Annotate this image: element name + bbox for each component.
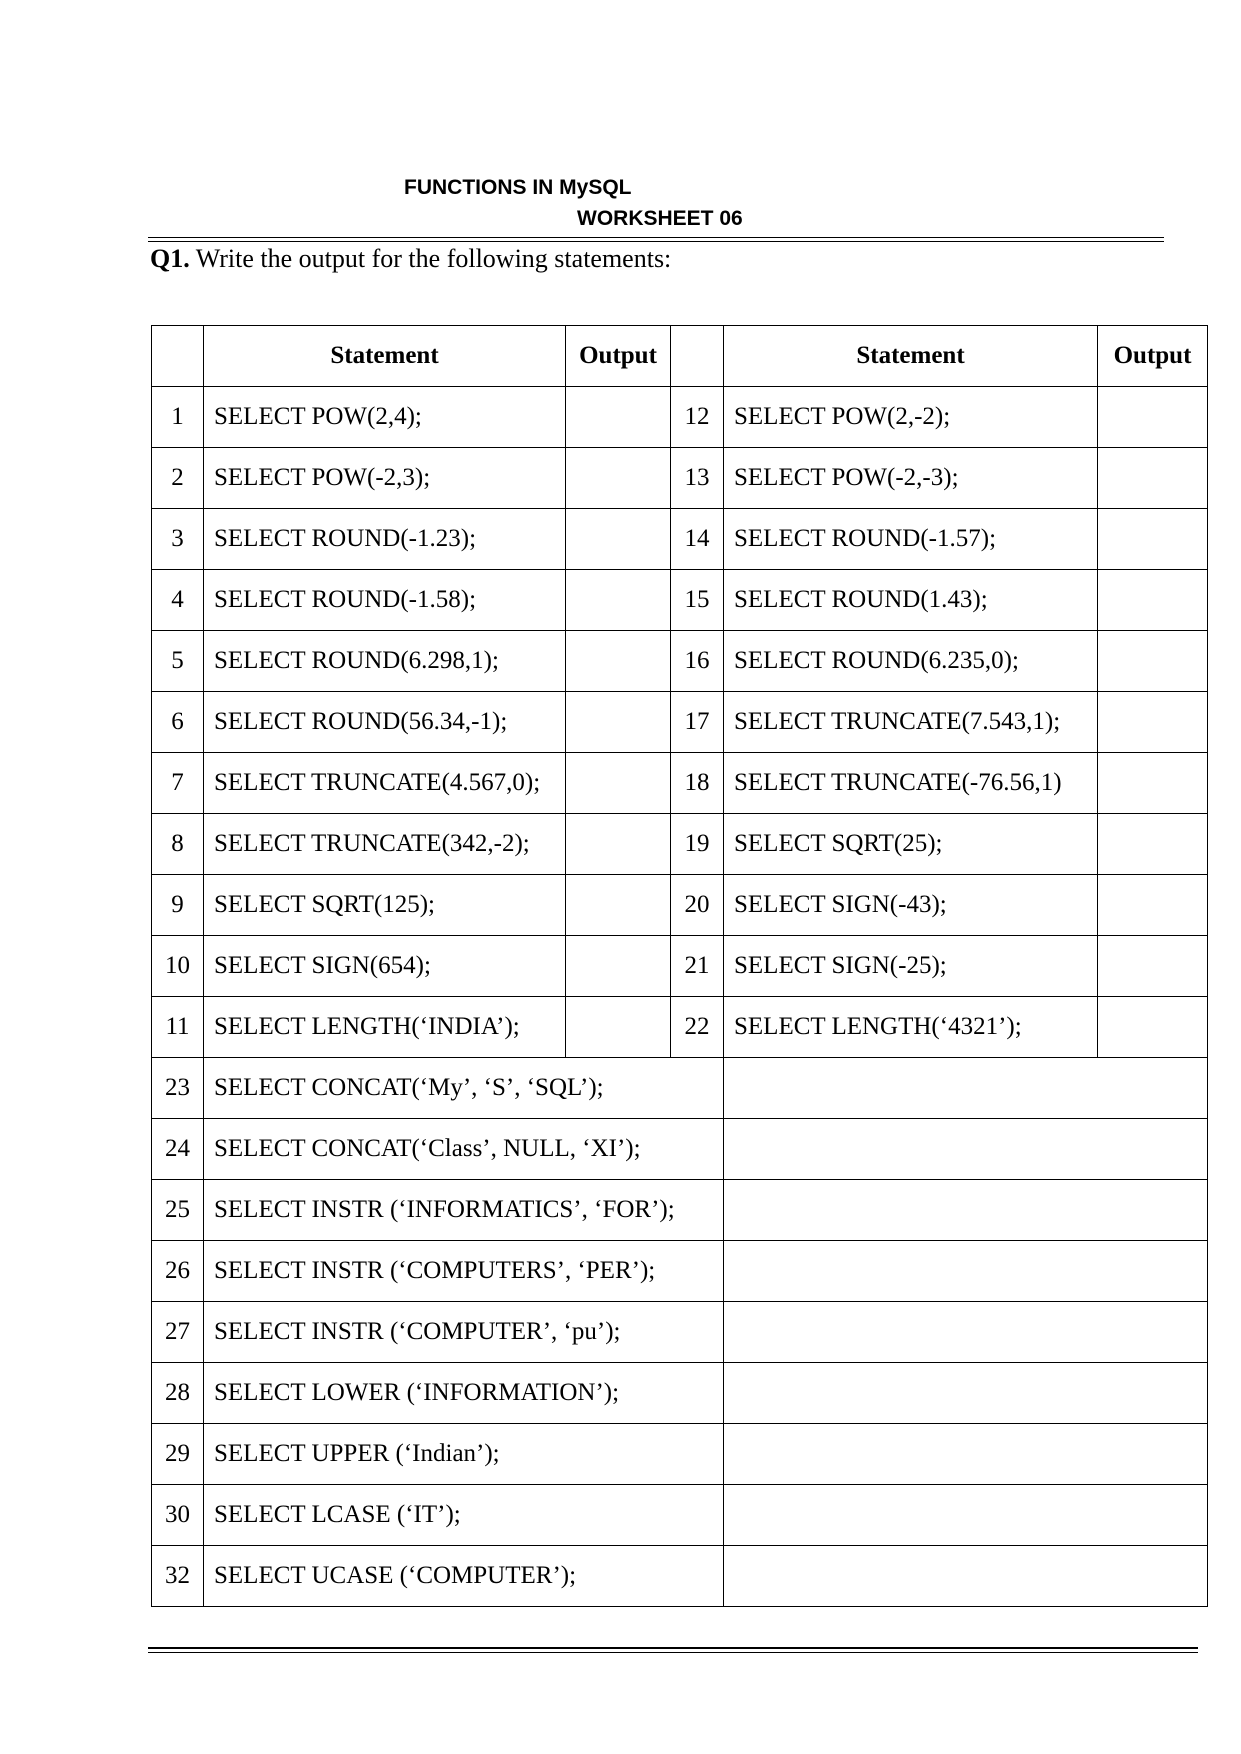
worksheet-title: WORKSHEET 06 [577, 207, 743, 230]
table-row [152, 1180, 1208, 1241]
statement-cell: SELECT INSTR (‘INFORMATICS’, ‘FOR’); [204, 1180, 724, 1241]
output-cell[interactable] [566, 631, 671, 692]
statement-cell: SELECT SQRT(125); [204, 875, 566, 936]
output-cell[interactable] [1098, 692, 1208, 753]
header-output: Output [1098, 326, 1208, 387]
row-number: 28 [152, 1363, 204, 1424]
row-number: 22 [671, 997, 724, 1058]
row-number: 1 [152, 387, 204, 448]
statement-cell: SELECT SIGN(-25); [724, 936, 1098, 997]
row-number: 13 [671, 448, 724, 509]
statement-cell: SELECT UCASE (‘COMPUTER’); [204, 1546, 724, 1607]
table-row [152, 1241, 1208, 1302]
output-cell[interactable] [1098, 448, 1208, 509]
table-row [152, 570, 1208, 631]
output-cell[interactable] [566, 387, 671, 448]
output-cell[interactable] [1098, 997, 1208, 1058]
table-row [152, 509, 1208, 570]
table-header-row [152, 326, 1208, 387]
statement-cell: SELECT POW(-2,3); [204, 448, 566, 509]
row-number: 4 [152, 570, 204, 631]
row-number: 16 [671, 631, 724, 692]
output-cell[interactable] [724, 1424, 1208, 1485]
table-row [152, 1302, 1208, 1363]
table-row [152, 814, 1208, 875]
table-row [152, 1363, 1208, 1424]
page-title: FUNCTIONS IN MySQL [404, 176, 632, 199]
header-statement: Statement [724, 326, 1098, 387]
output-cell[interactable] [724, 1119, 1208, 1180]
row-number: 32 [152, 1546, 204, 1607]
footer-rule [148, 1647, 1198, 1649]
header-rule [148, 241, 1164, 242]
statement-cell: SELECT ROUND(-1.57); [724, 509, 1098, 570]
question-text [150, 244, 671, 274]
statement-cell: SELECT POW(-2,-3); [724, 448, 1098, 509]
output-cell[interactable] [566, 997, 671, 1058]
statement-cell: SELECT INSTR (‘COMPUTER’, ‘pu’); [204, 1302, 724, 1363]
header-rule [148, 237, 1164, 238]
statement-cell: SELECT TRUNCATE(-76.56,1) [724, 753, 1098, 814]
output-cell[interactable] [1098, 936, 1208, 997]
output-cell[interactable] [566, 509, 671, 570]
row-number: 17 [671, 692, 724, 753]
row-number: 18 [671, 753, 724, 814]
table-row [152, 1058, 1208, 1119]
row-number: 29 [152, 1424, 204, 1485]
table-row [152, 1424, 1208, 1485]
statement-cell: SELECT CONCAT(‘Class’, NULL, ‘XI’); [204, 1119, 724, 1180]
output-cell[interactable] [566, 692, 671, 753]
row-number: 19 [671, 814, 724, 875]
output-cell[interactable] [566, 814, 671, 875]
row-number: 23 [152, 1058, 204, 1119]
output-cell[interactable] [1098, 570, 1208, 631]
table-row [152, 448, 1208, 509]
row-number: 7 [152, 753, 204, 814]
table-row [152, 1119, 1208, 1180]
statement-cell: SELECT SIGN(654); [204, 936, 566, 997]
footer-rule [148, 1652, 1198, 1653]
statement-cell: SELECT CONCAT(‘My’, ‘S’, ‘SQL’); [204, 1058, 724, 1119]
statement-cell: SELECT SIGN(-43); [724, 875, 1098, 936]
row-number: 14 [671, 509, 724, 570]
statement-cell: SELECT LCASE (‘IT’); [204, 1485, 724, 1546]
statement-cell: SELECT TRUNCATE(7.543,1); [724, 692, 1098, 753]
output-cell[interactable] [724, 1058, 1208, 1119]
row-number: 8 [152, 814, 204, 875]
statement-cell: SELECT ROUND(6.298,1); [204, 631, 566, 692]
statement-cell: SELECT LENGTH(‘INDIA’); [204, 997, 566, 1058]
statement-cell: SELECT ROUND(56.34,-1); [204, 692, 566, 753]
output-cell[interactable] [566, 875, 671, 936]
table-row [152, 1485, 1208, 1546]
statement-cell: SELECT ROUND(-1.23); [204, 509, 566, 570]
row-number: 5 [152, 631, 204, 692]
statement-cell: SELECT ROUND(-1.58); [204, 570, 566, 631]
output-cell[interactable] [566, 936, 671, 997]
row-number: 10 [152, 936, 204, 997]
table-row [152, 936, 1208, 997]
statement-cell: SELECT UPPER (‘Indian’); [204, 1424, 724, 1485]
statement-cell: SELECT LENGTH(‘4321’); [724, 997, 1098, 1058]
row-number: 21 [671, 936, 724, 997]
header-num-cell [152, 326, 204, 387]
table-row [152, 387, 1208, 448]
output-cell[interactable] [724, 1241, 1208, 1302]
output-cell[interactable] [724, 1546, 1208, 1607]
header-num-cell [671, 326, 724, 387]
output-cell[interactable] [1098, 875, 1208, 936]
table-row [152, 631, 1208, 692]
statement-cell: SELECT TRUNCATE(4.567,0); [204, 753, 566, 814]
output-cell[interactable] [566, 753, 671, 814]
output-cell[interactable] [1098, 631, 1208, 692]
output-cell[interactable] [1098, 753, 1208, 814]
row-number: 9 [152, 875, 204, 936]
statement-cell: SELECT POW(2,-2); [724, 387, 1098, 448]
row-number: 25 [152, 1180, 204, 1241]
question-instruction: Write the output for the following statements: [189, 244, 672, 273]
output-cell[interactable] [1098, 387, 1208, 448]
output-cell[interactable] [1098, 509, 1208, 570]
row-number: 30 [152, 1485, 204, 1546]
row-number: 2 [152, 448, 204, 509]
worksheet-table [151, 325, 1208, 1607]
table-row [152, 753, 1208, 814]
table-row [152, 1546, 1208, 1607]
output-cell[interactable] [724, 1302, 1208, 1363]
statement-cell: SELECT POW(2,4); [204, 387, 566, 448]
output-cell[interactable] [566, 570, 671, 631]
question-label: Q1. [150, 244, 190, 273]
table-row [152, 997, 1208, 1058]
row-number: 24 [152, 1119, 204, 1180]
output-cell[interactable] [724, 1363, 1208, 1424]
table-row [152, 692, 1208, 753]
row-number: 11 [152, 997, 204, 1058]
row-number: 20 [671, 875, 724, 936]
statement-cell: SELECT ROUND(6.235,0); [724, 631, 1098, 692]
header-statement: Statement [204, 326, 566, 387]
header-output: Output [566, 326, 671, 387]
statement-cell: SELECT LOWER (‘INFORMATION’); [204, 1363, 724, 1424]
row-number: 27 [152, 1302, 204, 1363]
row-number: 15 [671, 570, 724, 631]
row-number: 12 [671, 387, 724, 448]
row-number: 3 [152, 509, 204, 570]
output-cell[interactable] [724, 1485, 1208, 1546]
table-row [152, 875, 1208, 936]
statement-cell: SELECT INSTR (‘COMPUTERS’, ‘PER’); [204, 1241, 724, 1302]
statement-cell: SELECT ROUND(1.43); [724, 570, 1098, 631]
output-cell[interactable] [1098, 814, 1208, 875]
row-number: 6 [152, 692, 204, 753]
statement-cell: SELECT SQRT(25); [724, 814, 1098, 875]
row-number: 26 [152, 1241, 204, 1302]
output-cell[interactable] [724, 1180, 1208, 1241]
output-cell[interactable] [566, 448, 671, 509]
statement-cell: SELECT TRUNCATE(342,-2); [204, 814, 566, 875]
